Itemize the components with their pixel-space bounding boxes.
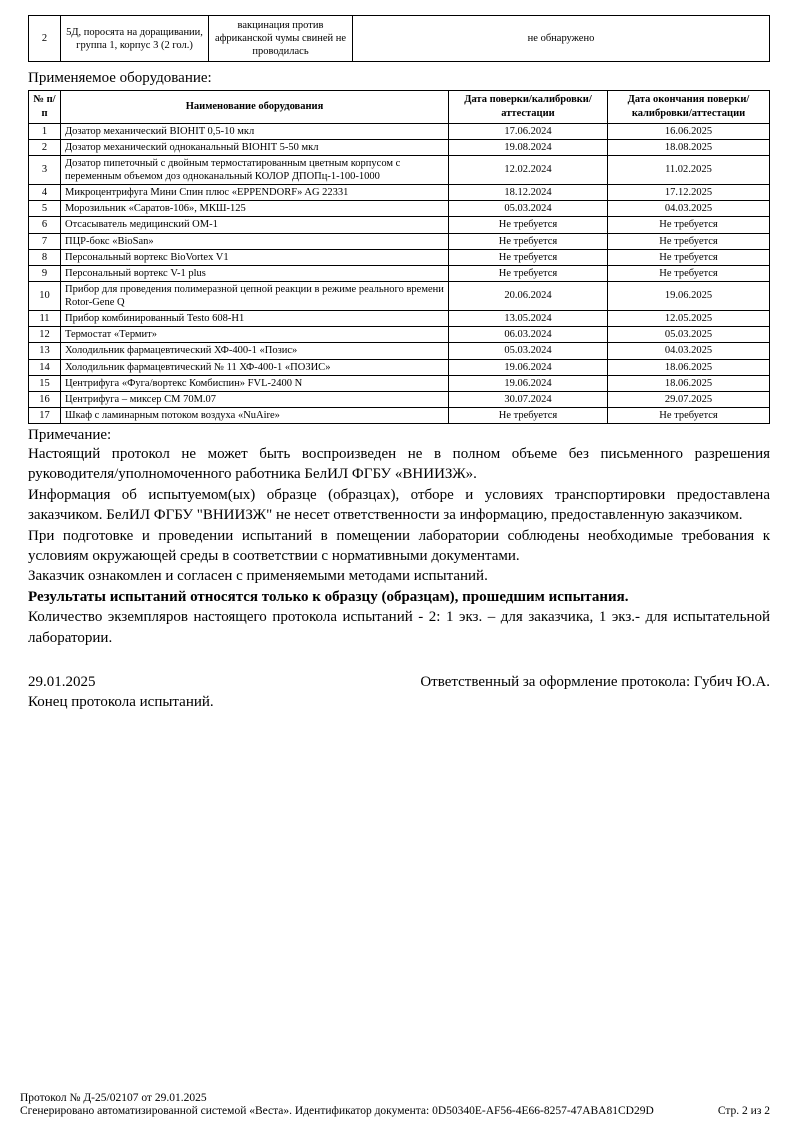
equipment-cell-name: ПЦР-бокс «BioSan» [61,233,449,249]
equipment-cell-date-start: Не требуется [449,249,608,265]
note-paragraph: Заказчик ознакомлен и согласен с применяемыми методами испытаний. [28,568,488,585]
sample-vaccination-info: вакцинация против африканской чумы свиней не проводилась [209,16,353,62]
equipment-cell-num: 8 [29,249,61,265]
equipment-row [29,265,770,281]
equipment-cell-date-end: 04.03.2025 [608,343,770,359]
signature-row [28,672,770,692]
equipment-cell-date-start: 05.03.2024 [449,201,608,217]
equipment-cell-num: 11 [29,311,61,327]
sample-result: не обнаружено [353,16,770,62]
equipment-cell-num: 2 [29,139,61,155]
equipment-cell-date-start: 18.12.2024 [449,185,608,201]
equipment-cell-date-start: Не требуется [449,265,608,281]
equipment-row [29,407,770,423]
equipment-cell-date-start: 19.08.2024 [449,139,608,155]
equipment-cell-num: 17 [29,407,61,423]
equipment-cell-date-start: Не требуется [449,407,608,423]
equipment-cell-name: Дозатор механический одноканальный BIOHIT 5-50 мкл [61,139,449,155]
equipment-row [29,249,770,265]
equipment-cell-name: Дозатор механический BIOHIT 0,5-10 мкл [61,123,449,139]
equipment-cell-date-end: Не требуется [608,217,770,233]
notes-section [28,427,770,648]
equipment-row [29,217,770,233]
sample-results-table [28,15,770,62]
equipment-cell-name: Шкаф с ламинарным потоком воздуха «NuAire» [61,407,449,423]
equipment-cell-date-end: Не требуется [608,407,770,423]
equipment-cell-num: 13 [29,343,61,359]
equipment-cell-date-start: 20.06.2024 [449,281,608,310]
equipment-cell-num: 10 [29,281,61,310]
equipment-header-date-end: Дата окончания поверки/калибровки/аттестации [608,91,770,123]
equipment-cell-date-end: 18.08.2025 [608,139,770,155]
equipment-table [28,90,770,424]
equipment-cell-date-end: Не требуется [608,249,770,265]
equipment-cell-date-start: 05.03.2024 [449,343,608,359]
equipment-row [29,391,770,407]
protocol-date: 29.01.2025 [28,673,96,690]
equipment-cell-date-start: Не требуется [449,217,608,233]
equipment-cell-num: 14 [29,359,61,375]
equipment-row [29,139,770,155]
footer-protocol-number: Протокол № Д-25/02107 от 29.01.2025 [20,1091,207,1104]
equipment-row [29,185,770,201]
equipment-cell-num: 9 [29,265,61,281]
equipment-row [29,359,770,375]
equipment-cell-date-end: 11.02.2025 [608,155,770,184]
equipment-cell-date-end: 19.06.2025 [608,281,770,310]
equipment-cell-name: Холодильник фармацевтический ХФ-400-1 «Позис» [61,343,449,359]
equipment-cell-name: Прибор комбинированный Testo 608-H1 [61,311,449,327]
equipment-cell-date-end: 16.06.2025 [608,123,770,139]
note-paragraph: Настоящий протокол не может быть воспроизведен не в полном объеме без письменного разрешения руководителя/уполномоченного работника БелИЛ ФГБУ «ВНИИЗЖ». [28,446,770,483]
note-paragraph: Информация об испытуемом(ых) образце (образцах), отборе и условиях транспортировки предоставлена заказчиком. БелИЛ ФГБУ "ВНИИЗЖ" не несет ответственности за информацию, предоставленную заказчиком. [28,486,770,524]
equipment-header-row [29,91,770,123]
equipment-row [29,155,770,184]
equipment-cell-date-start: 12.02.2024 [449,155,608,184]
equipment-cell-date-start: 13.05.2024 [449,311,608,327]
equipment-heading: Применяемое оборудование: [28,70,212,87]
equipment-cell-date-end: 29.07.2025 [608,391,770,407]
equipment-row [29,343,770,359]
equipment-row [29,201,770,217]
equipment-row [29,281,770,310]
equipment-cell-num: 12 [29,327,61,343]
equipment-row [29,123,770,139]
equipment-cell-name: Персональный вортекс BioVortex V1 [61,249,449,265]
equipment-cell-date-end: Не требуется [608,233,770,249]
equipment-cell-date-end: 18.06.2025 [608,375,770,391]
note-paragraph: Количество экземпляров настоящего протокола испытаний - 2: 1 экз. – для заказчика, 1 экз.- для испытательной лаборатории. [28,609,770,646]
equipment-cell-date-end: 12.05.2025 [608,311,770,327]
footer-second-line [20,1105,770,1119]
equipment-cell-name: Прибор для проведения полимеразной цепной реакции в режиме реального времени Rotor-Gene Q [61,281,449,310]
equipment-row [29,233,770,249]
sample-description: 5Д, поросята на доращивании, группа 1, корпус 3 (2 гол.) [61,16,209,62]
equipment-cell-num: 7 [29,233,61,249]
equipment-cell-num: 4 [29,185,61,201]
equipment-header-date-start: Дата поверки/калибровки/аттестации [449,91,608,123]
equipment-cell-date-start: 06.03.2024 [449,327,608,343]
equipment-cell-name: Центрифуга – миксер СМ 70М.07 [61,391,449,407]
equipment-cell-date-end: 18.06.2025 [608,359,770,375]
equipment-cell-name: Дозатор пипеточный с двойным термостатированным цветным корпусом с переменным объемом доз одноканальный КОЛОР ДПОПц-1-100-1000 [61,155,449,184]
equipment-table-body [29,123,770,423]
equipment-cell-num: 1 [29,123,61,139]
page-footer [20,1092,770,1119]
equipment-cell-date-start: 19.06.2024 [449,359,608,375]
equipment-cell-num: 15 [29,375,61,391]
equipment-cell-date-start: 17.06.2024 [449,123,608,139]
equipment-row [29,375,770,391]
notes-body [28,444,770,648]
footer-page-number: Стр. 2 из 2 [717,1105,770,1118]
equipment-cell-date-start: Не требуется [449,233,608,249]
equipment-cell-name: Термостат «Термит» [61,327,449,343]
equipment-row [29,327,770,343]
equipment-cell-name: Персональный вортекс V-1 plus [61,265,449,281]
footer-generated-info: Сгенерировано автоматизированной системой «Веста». Идентификатор документа: 0D50340E-AF56-4E66-8257-47ABA81CD29D [20,1105,654,1118]
equipment-cell-num: 6 [29,217,61,233]
sample-result-row [29,16,770,62]
equipment-cell-date-end: 05.03.2025 [608,327,770,343]
note-paragraph: Результаты испытаний относятся только к образцу (образцам), прошедшим испытания. [28,588,629,605]
equipment-cell-date-start: 30.07.2024 [449,391,608,407]
equipment-cell-num: 3 [29,155,61,184]
equipment-cell-name: Морозильник «Саратов-106», МКШ-125 [61,201,449,217]
responsible-person: Ответственный за оформление протокола: Губич Ю.А. [420,673,770,690]
equipment-cell-date-start: 19.06.2024 [449,375,608,391]
equipment-cell-date-end: Не требуется [608,265,770,281]
sample-row-number: 2 [29,16,61,62]
end-of-protocol: Конец протокола испытаний. [28,694,214,711]
note-paragraph: При подготовке и проведении испытаний в помещении лаборатории соблюдены необходимые требования к условиям окружающей среды в соответствии с нормативными документами. [28,527,770,564]
equipment-cell-name: Микроцентрифуга Мини Спин плюс «EPPENDORF» AG 22331 [61,185,449,201]
equipment-cell-num: 16 [29,391,61,407]
equipment-cell-name: Отсасыватель медицинский ОМ-1 [61,217,449,233]
equipment-cell-name: Холодильник фармацевтический № 11 ХФ-400-1 «ПОЗИС» [61,359,449,375]
equipment-cell-name: Центрифуга «Фуга/вортекс Комбиспин» FVL-2400 N [61,375,449,391]
equipment-cell-num: 5 [29,201,61,217]
equipment-header-num: № п/п [29,91,61,123]
notes-heading: Примечание: [28,427,112,444]
equipment-header-name: Наименование оборудования [61,91,449,123]
equipment-row [29,311,770,327]
equipment-cell-date-end: 17.12.2025 [608,185,770,201]
equipment-cell-date-end: 04.03.2025 [608,201,770,217]
